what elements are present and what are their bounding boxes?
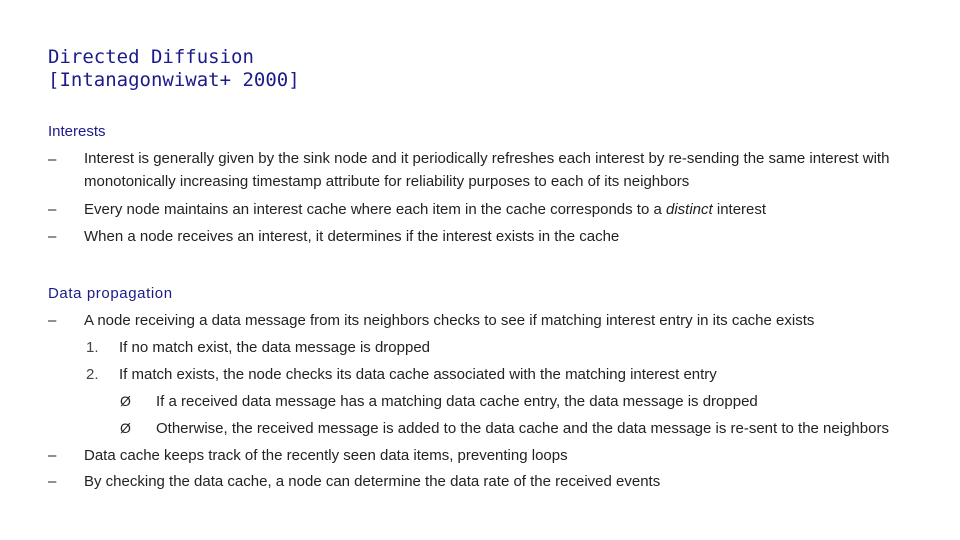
sub-item-1: If no match exist, the data message is dropped <box>119 339 431 356</box>
slide-title <box>48 46 300 92</box>
interests-item-1-line-2: monotonically increasing timestamp attribute for reliability purposes to each of its neighbors <box>84 173 690 190</box>
data-propagation-item-3: By checking the data cache, a node can determine the data rate of the received events <box>84 473 661 490</box>
interests-item-2-emphasis: distinct <box>666 201 713 218</box>
title-line-2: [Intanagonwiwat+ 2000] <box>48 69 300 91</box>
heading-interests: Interests <box>48 123 106 140</box>
bullet-dash: – <box>48 473 57 490</box>
sub-item-2: If match exists, the node checks its data cache associated with the matching interest entry <box>119 366 717 383</box>
data-propagation-item-2: Data cache keeps track of the recently seen data items, preventing loops <box>84 447 568 464</box>
interests-item-3: When a node receives an interest, it determines if the interest exists in the cache <box>84 228 620 245</box>
sub-sub-item-1: If a received data message has a matching data cache entry, the data message is dropped <box>156 393 758 410</box>
bullet-dash: – <box>48 228 57 245</box>
interests-item-2 <box>84 198 766 221</box>
sub-item-number: 1. <box>86 339 99 356</box>
interests-item-2-text: Every node maintains an interest cache where each item in the cache corresponds to a <box>84 201 666 218</box>
arrow-bullet-icon: Ø <box>120 420 131 436</box>
interests-item-1 <box>84 147 889 193</box>
title-line-1: Directed Diffusion <box>48 46 254 68</box>
bullet-dash: – <box>48 201 57 218</box>
sub-sub-item-2: Otherwise, the received message is added to the data cache and the data message is re-sent to the neighbors <box>156 420 889 437</box>
interests-item-2-tail: interest <box>712 201 767 218</box>
interests-item-1-line-1: Interest is generally given by the sink node and it periodically refreshes each interest by re-sending the same interest with <box>84 150 890 167</box>
bullet-dash: – <box>48 447 57 464</box>
bullet-dash: – <box>48 312 57 329</box>
heading-data-propagation: Data propagation <box>48 285 173 302</box>
arrow-bullet-icon: Ø <box>120 393 131 409</box>
data-propagation-item-1: A node receiving a data message from its neighbors checks to see if matching interest entry in its cache exists <box>84 312 815 329</box>
bullet-dash: – <box>48 151 57 168</box>
sub-item-number: 2. <box>86 366 99 383</box>
